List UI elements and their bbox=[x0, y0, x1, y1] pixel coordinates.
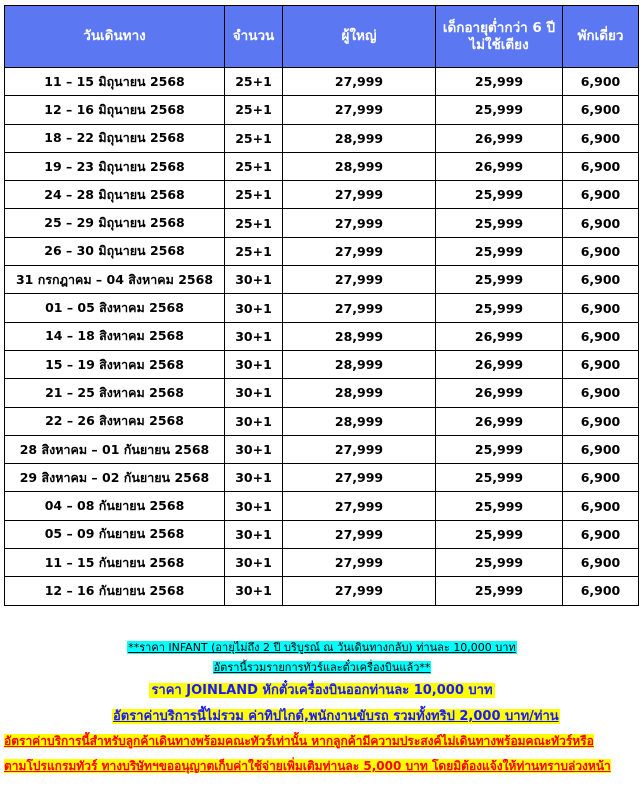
cell-child: 26,999 bbox=[436, 350, 563, 378]
cell-date: 26 – 30 มิถุนายน 2568 bbox=[5, 237, 225, 265]
cell-seats: 30+1 bbox=[225, 322, 283, 350]
service-fee-note: อัตราค่าบริการนี้ไม่รวม ค่าทิปไกด์,พนักงานขับรถ รวมทั้งทริป 2,000 บาท/ท่าน bbox=[113, 709, 559, 724]
cell-date: 15 – 19 สิงหาคม 2568 bbox=[5, 350, 225, 378]
cell-child: 25,999 bbox=[436, 435, 563, 463]
cell-child: 25,999 bbox=[436, 549, 563, 577]
tour-price-table bbox=[4, 5, 639, 606]
cell-child: 25,999 bbox=[436, 294, 563, 322]
cell-single: 6,900 bbox=[563, 520, 639, 548]
table-row bbox=[5, 152, 639, 180]
header-child: เด็กอายุต่ำกว่า 6 ปี ไม่ใช้เตียง bbox=[436, 6, 563, 68]
cell-date: 12 – 16 มิถุนายน 2568 bbox=[5, 96, 225, 124]
cell-single: 6,900 bbox=[563, 464, 639, 492]
cell-child: 25,999 bbox=[436, 464, 563, 492]
cell-child: 25,999 bbox=[436, 181, 563, 209]
cell-date: 11 – 15 กันยายน 2568 bbox=[5, 549, 225, 577]
cell-seats: 30+1 bbox=[225, 435, 283, 463]
cell-single: 6,900 bbox=[563, 209, 639, 237]
cell-single: 6,900 bbox=[563, 407, 639, 435]
cell-seats: 30+1 bbox=[225, 379, 283, 407]
cell-adult: 27,999 bbox=[283, 68, 436, 96]
cell-date: 18 – 22 มิถุนายน 2568 bbox=[5, 124, 225, 152]
included-note: อัตรานี้รวมรายการทัวร์และตั๋วเครื่องบินแล้ว** bbox=[213, 661, 431, 674]
cell-date: 01 – 05 สิงหาคม 2568 bbox=[5, 294, 225, 322]
cell-child: 26,999 bbox=[436, 407, 563, 435]
cell-seats: 30+1 bbox=[225, 350, 283, 378]
cell-adult: 27,999 bbox=[283, 549, 436, 577]
cell-seats: 30+1 bbox=[225, 294, 283, 322]
cell-adult: 27,999 bbox=[283, 464, 436, 492]
cell-adult: 27,999 bbox=[283, 577, 436, 605]
cell-seats: 25+1 bbox=[225, 96, 283, 124]
table-row bbox=[5, 407, 639, 435]
cell-single: 6,900 bbox=[563, 181, 639, 209]
table-row bbox=[5, 379, 639, 407]
header-date: วันเดินทาง bbox=[5, 6, 225, 68]
table-row bbox=[5, 549, 639, 577]
cell-adult: 28,999 bbox=[283, 379, 436, 407]
table-row bbox=[5, 492, 639, 520]
infant-note: **ราคา INFANT (อายุไม่ถึง 2 ปี บริบูรณ์ ณ วันเดินทางกลับ) ท่านละ 10,000 บาท bbox=[128, 641, 516, 654]
table-row bbox=[5, 209, 639, 237]
cell-date: 24 – 28 มิถุนายน 2568 bbox=[5, 181, 225, 209]
cell-single: 6,900 bbox=[563, 96, 639, 124]
table-row bbox=[5, 294, 639, 322]
cell-date: 29 สิงหาคม – 02 กันยายน 2568 bbox=[5, 464, 225, 492]
cell-date: 05 – 09 กันยายน 2568 bbox=[5, 520, 225, 548]
cell-seats: 30+1 bbox=[225, 492, 283, 520]
cell-seats: 25+1 bbox=[225, 68, 283, 96]
cell-seats: 30+1 bbox=[225, 266, 283, 294]
cell-adult: 27,999 bbox=[283, 209, 436, 237]
cell-child: 25,999 bbox=[436, 237, 563, 265]
cell-adult: 27,999 bbox=[283, 435, 436, 463]
cell-adult: 27,999 bbox=[283, 520, 436, 548]
cell-child: 25,999 bbox=[436, 520, 563, 548]
cell-adult: 27,999 bbox=[283, 294, 436, 322]
cell-child: 25,999 bbox=[436, 68, 563, 96]
cell-seats: 25+1 bbox=[225, 152, 283, 180]
cell-adult: 28,999 bbox=[283, 322, 436, 350]
cell-seats: 30+1 bbox=[225, 407, 283, 435]
cell-date: 25 – 29 มิถุนายน 2568 bbox=[5, 209, 225, 237]
table-row bbox=[5, 237, 639, 265]
cell-date: 04 – 08 กันยายน 2568 bbox=[5, 492, 225, 520]
cell-seats: 30+1 bbox=[225, 577, 283, 605]
header-adult: ผู้ใหญ่ bbox=[283, 6, 436, 68]
header-single: พักเดี่ยว bbox=[563, 6, 639, 68]
cell-seats: 30+1 bbox=[225, 464, 283, 492]
cell-date: 22 – 26 สิงหาคม 2568 bbox=[5, 407, 225, 435]
cell-child: 26,999 bbox=[436, 152, 563, 180]
table-header-row bbox=[5, 6, 639, 68]
cell-adult: 27,999 bbox=[283, 181, 436, 209]
table-row bbox=[5, 266, 639, 294]
table-row bbox=[5, 322, 639, 350]
table-row bbox=[5, 435, 639, 463]
cell-single: 6,900 bbox=[563, 124, 639, 152]
table-row bbox=[5, 350, 639, 378]
cell-adult: 28,999 bbox=[283, 152, 436, 180]
cell-single: 6,900 bbox=[563, 152, 639, 180]
condition-note-1: อัตราค่าบริการนี้สำหรับลูกค้าเดินทางพร้อมคณะทัวร์เท่านั้น หากลูกค้ามีความประสงค์ไม่เดินทางพร้อมคณะทัวร์หรือ bbox=[4, 734, 594, 748]
table-row bbox=[5, 124, 639, 152]
cell-child: 26,999 bbox=[436, 322, 563, 350]
cell-single: 6,900 bbox=[563, 492, 639, 520]
cell-seats: 25+1 bbox=[225, 209, 283, 237]
cell-single: 6,900 bbox=[563, 577, 639, 605]
cell-child: 25,999 bbox=[436, 209, 563, 237]
cell-child: 26,999 bbox=[436, 379, 563, 407]
cell-child: 25,999 bbox=[436, 266, 563, 294]
cell-adult: 27,999 bbox=[283, 96, 436, 124]
table-row bbox=[5, 181, 639, 209]
cell-adult: 27,999 bbox=[283, 237, 436, 265]
cell-date: 14 – 18 สิงหาคม 2568 bbox=[5, 322, 225, 350]
cell-adult: 27,999 bbox=[283, 492, 436, 520]
cell-date: 28 สิงหาคม – 01 กันยายน 2568 bbox=[5, 435, 225, 463]
table-row bbox=[5, 96, 639, 124]
cell-child: 25,999 bbox=[436, 96, 563, 124]
cell-single: 6,900 bbox=[563, 237, 639, 265]
cell-date: 31 กรกฎาคม – 04 สิงหาคม 2568 bbox=[5, 266, 225, 294]
cell-single: 6,900 bbox=[563, 68, 639, 96]
table-row bbox=[5, 464, 639, 492]
cell-seats: 30+1 bbox=[225, 549, 283, 577]
table-row bbox=[5, 520, 639, 548]
cell-seats: 25+1 bbox=[225, 181, 283, 209]
cell-date: 21 – 25 สิงหาคม 2568 bbox=[5, 379, 225, 407]
table-row bbox=[5, 68, 639, 96]
cell-date: 19 – 23 มิถุนายน 2568 bbox=[5, 152, 225, 180]
cell-single: 6,900 bbox=[563, 350, 639, 378]
cell-seats: 30+1 bbox=[225, 520, 283, 548]
cell-adult: 28,999 bbox=[283, 350, 436, 378]
cell-date: 11 – 15 มิถุนายน 2568 bbox=[5, 68, 225, 96]
cell-single: 6,900 bbox=[563, 435, 639, 463]
cell-single: 6,900 bbox=[563, 549, 639, 577]
joinland-note: ราคา JOINLAND หักตั๋วเครื่องบินออกท่านละ 10,000 บาท bbox=[151, 683, 493, 698]
cell-adult: 28,999 bbox=[283, 124, 436, 152]
cell-date: 12 – 16 กันยายน 2568 bbox=[5, 577, 225, 605]
cell-child: 25,999 bbox=[436, 577, 563, 605]
cell-adult: 28,999 bbox=[283, 407, 436, 435]
cell-child: 26,999 bbox=[436, 124, 563, 152]
cell-seats: 25+1 bbox=[225, 237, 283, 265]
cell-single: 6,900 bbox=[563, 322, 639, 350]
header-seats: จำนวน bbox=[225, 6, 283, 68]
cell-single: 6,900 bbox=[563, 379, 639, 407]
cell-single: 6,900 bbox=[563, 294, 639, 322]
cell-adult: 27,999 bbox=[283, 266, 436, 294]
condition-note-2: ตามโปรแกรมทัวร์ ทางบริษัทฯขออนุญาตเก็บค่าใช้จ่ายเพิ่มเติมท่านละ 5,000 บาท โดยมิต้องแจ้งให้ท่านทราบล่วงหน้า bbox=[4, 759, 611, 773]
table-row bbox=[5, 577, 639, 605]
cell-single: 6,900 bbox=[563, 266, 639, 294]
cell-child: 25,999 bbox=[436, 492, 563, 520]
cell-seats: 25+1 bbox=[225, 124, 283, 152]
